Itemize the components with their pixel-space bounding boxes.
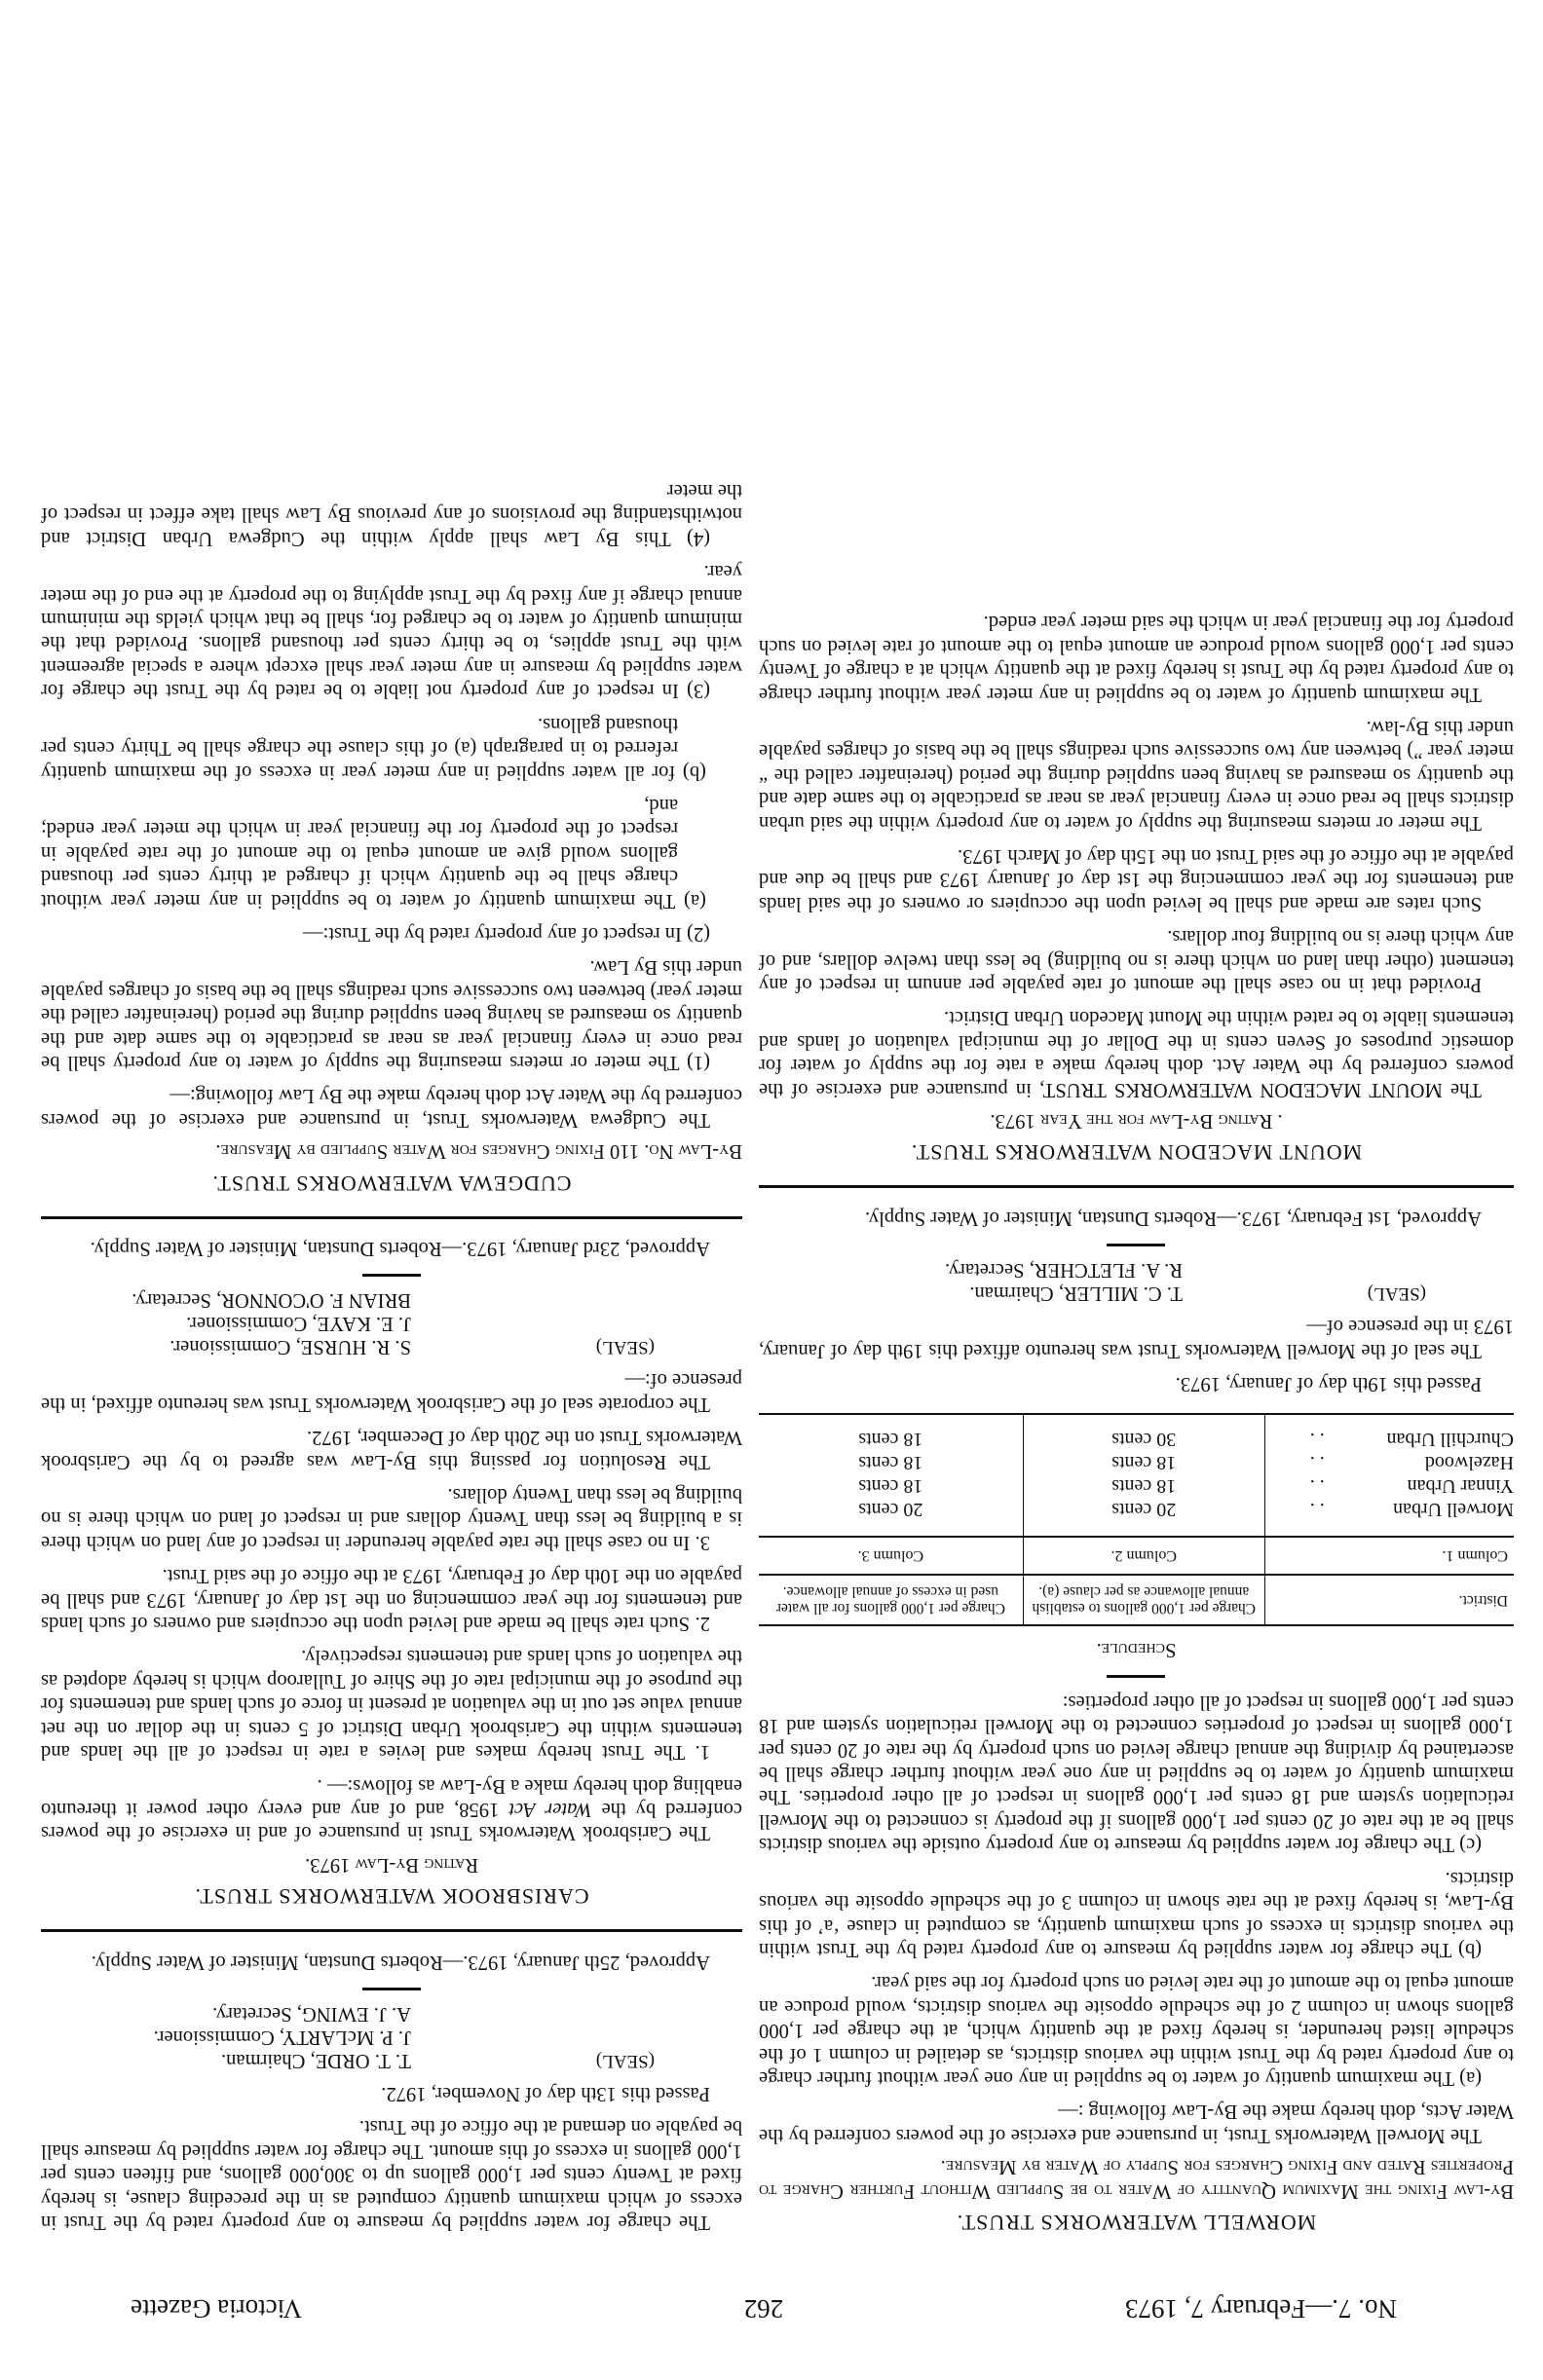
signatory: T. C. MILLER, Chairman. [969,1282,1183,1304]
passed-date: Passed this 13th day of November, 1972. [381,2082,711,2104]
section-divider [759,1185,1514,1188]
signatory: J. E. KAYE, Commissioner. [186,1313,411,1335]
col2-value: 20 cents [1023,1498,1264,1537]
signature-block [41,1288,742,1358]
col2-value: 18 cents [1023,1474,1264,1498]
table-row: Yinnar Urban . . 18 cents 18 cents [759,1474,1514,1498]
divider [1108,1244,1166,1246]
table-row: Morwell Urban . . 20 cents 20 cents [759,1498,1514,1537]
district-name: Yinnar Urban [1407,1475,1514,1498]
signatory: BRIAN F. O'CONNOR, Secretary. [132,1289,411,1312]
column-number-2: Column 2. [1023,1537,1264,1575]
approval-line: Approved, 25th January, 1973.—Roberts Dunstan, Minister of Water Supply. [91,1951,711,1973]
page-number: 262 [743,2294,784,2324]
col2-value: 30 cents [1023,1414,1264,1451]
mount-macedon-section [759,611,1514,1165]
signatory: J. P. McLARTY, Commissioner. [153,2026,411,2048]
seal-label: (SEAL) [1367,1283,1426,1304]
signature-block [759,1258,1514,1305]
section-divider [41,1216,742,1219]
page-header [131,2285,1397,2324]
charge-paragraph: The charge for water supplied by measure to any property rated by the Trust in excess of which maximum quantity computed as in the preceding clause, is hereby fixed at Twenty cents per 1,000 gallons up to 300,000 gallons, and fifteen cents per 1,000 gallons in excess of this amount. The charge for water supplied by measure shall be payable on demand at the office of the Trust. [41,2116,742,2233]
clause-2: 2. Such rate shall be made and levied upon the occupiers and owners of such lands and tenements for the year commencing on the 1st day of January, 1973 and shall be payable on the 10th day of February, 1973 at the office of the said Trust. [41,1565,742,1635]
clause-4: (4) This By Law shall apply within the Cudgewa Urban District and notwithstanding the provisions of any previous By Law shall take effect in respect of the meter [41,480,742,549]
column-number-3: Column 3. [759,1537,1023,1575]
signatory: R. A. FLETCHER, Secretary. [944,1258,1183,1281]
header-col2: Charge per 1,000 gallons to establish annual allowance as per clause (a). [1023,1575,1264,1625]
section-subtitle: By-law Fixing the Maximum Quantity of Water to be Supplied Without Further Charge to Properties Rated and Fixing Charges for Supply of Water by Measure. [759,2156,1514,2202]
levy-paragraph: Such rates are made and shall be levied upon the occupiers or owners of the said lands and tenements for the year commencing the 1st day of January 1973 and shall be due and payable at the office of the said Trust on the 15th day of March 1973. [759,844,1514,914]
clause-c: (c) The charge for water supplied by measure to any property outside the various districts shall be at the rate of 20 cents per 1,000 gallons if the property is connected to the Morwell reticulation system and 18 cents per 1,000 gallons in respect of all other properties. The maximum quantity of water to be supplied in any one year without further charge shall be ascertained by dividing the annual charge levied on such property by the rate of 20 cents per 1,000 gallons in respect of properties connected to the Morwell reticulation system and 18 cents per 1,000 gallons in respect of all other properties: [759,1691,1514,1856]
intro-text: The Carisbrook Waterworks Trust in pursuance of and in exercise of the powers conferred by the [41,1798,742,1844]
clause-1: 1. The Trust hereby makes and levies a rate in respect of all the lands and tenements within the Carisbrook Urban District of 5 cents in the dollar on the net annual value set out in the valuation at present in force of such lands and tenements for the purpose of the municipal rate of the Shire of Tullaroop which is hereby adopted as the valuation of such lands and tenements respectively. [41,1646,742,1764]
meter-paragraph: The meter or meters measuring the supply of water to any property within the said urban districts shall be read once in every financial year as near as practicable to the same date and the quantity so measured as having been supplied during the period (hereinafter called the “ meter year ”) between any two successive such readings shall be the basis of charges payable under this By-law. [759,716,1514,834]
col2-value: 18 cents [1023,1451,1264,1474]
divider [362,1274,421,1277]
section-title: CARISBROOK WATERWORKS TRUST. [194,1884,589,1910]
clause-2: (2) In respect of any property rated by the Trust:— [302,922,711,945]
seal-statement: The seal of the Morwell Waterworks Trust was hereunto affixed this 19th day of January, 1973 in the presence of— [759,1316,1514,1361]
cudgewa-section [41,479,742,1195]
clause-3: (3) In respect of any property not liable to be rated by the Trust the charge for water supplied by measure in any meter year shall except where a special agreement with the Trust applies, to be thirty cents per thousand gallons. Provided that the minimum quantity of water to be charged for, shall be that which yields the minimum annual charge if any fixed by the Trust applying to the property at the end of the meter year. [41,561,742,702]
seal-label: (SEAL) [595,2050,655,2071]
section-title: CUDGEWA WATERWORKS TRUST. [211,1171,572,1196]
signatory: A. J. EWING, Secretary. [212,2002,411,2025]
approval-line: Approved, 23rd January, 1973.—Roberts Dunstan, Minister of Water Supply. [90,1238,711,1260]
divider [362,1988,421,1990]
col3-value: 18 cents [858,1475,923,1498]
clause-2b: (b) for all water supplied in any meter year in excess of the maximum quantity referred to in paragraph (a) of this clause the charge shall be Thirty cents per thousand gallons. [41,713,706,783]
maximum-quantity-paragraph: The maximum quantity of water to be supplied in any meter year without further charge to any property rated by the Trust is hereby fixed at the quantity which at a charge of Twenty cents per 1,000 gallons would produce an amount equal to the amount of rate levied on such property for the financial year in which the said meter year ended. [759,612,1514,705]
intro-text: 1958, and of any and every other power it thereunto enabling doth hereby make a By-Law as follows:— . [40,1774,742,1820]
previous-section-continuation [41,1950,742,2234]
district-name: Morwell Urban [1393,1499,1514,1521]
left-column [759,601,1514,2234]
issue-date: No. 7.—February 7, 1973 [1125,2294,1397,2324]
table-row: Churchill Urban . . 30 cents 18 cents [759,1414,1514,1451]
proviso-paragraph: Provided that in no case shall the amount of rate payable per annum in respect of any tenement (other than land on which there is no building) be less than twelve dollars, and of any which there is no building four dollars. [759,926,1514,995]
column-number-1: Column 1. [1264,1537,1514,1575]
intro-paragraph: The Morwell Waterworks Trust, in pursuance and exercise of the powers conferred by the Water Acts, doth hereby make the By-Law following :— [759,2101,1514,2146]
signatory: S. R. HURSE, Commissioner. [169,1336,411,1358]
clause-a: (a) The maximum quantity of water to be supplied in any one year without further charge to any property rated by the Trust within the various districts, as detailed in column 1 of the schedule listed hereunder, is hereby fixed at the quantity which, at the charge per 1,000 gallons shown in column 2 of the schedule opposite the various districts, would produce an amount equal to the amount of the rate levied on such property for the said year. [759,1972,1514,2089]
intro-paragraph: The Cudgewa Waterworks Trust, in pursuance and exercise of the powers conferred by the Water Act doth hereby make the By Law following:— [41,1085,742,1131]
col3-value: 18 cents [858,1452,923,1474]
header-district: District. [1264,1575,1514,1625]
section-subtitle: Rating By-Law 1973. [305,1853,478,1876]
section-subtitle: . Rating By-Law for the Year 1973. [990,1110,1283,1133]
publication-name: Victoria Gazette [131,2294,303,2324]
schedule-table [759,1413,1514,1626]
signature-block [41,2002,742,2072]
right-column [41,469,742,2234]
approval-line: Approved, 1st February, 1973.—Roberts Dunstan, Minister of Water Supply. [865,1207,1483,1229]
col3-value: 20 cents [858,1499,923,1521]
morwell-section [759,1206,1514,2234]
clause-3: 3. In no case shall the rate payable hereunder in respect of any land on which there is a building be less than Twenty dollars and in respect of land on which there is no building be less than Twenty dollars. [41,1484,742,1553]
seal-statement: The corporate seal of the Carisbrook Waterworks Trust was hereunto affixed, in the presence of:— [41,1369,742,1415]
header-col3: Charge per 1,000 gallons for all water used in excess of annual allowance. [759,1575,1023,1625]
signatory: T. T. ORDE, Chairman. [220,2049,411,2071]
district-name: Hazelwood [1424,1452,1514,1474]
divider [1108,1675,1166,1678]
clause-b: (b) The charge for water supplied by measure to any property rated by the Trust within the various districts in excess of such maximum quantity, as computed in clause ‘a’ of this By-Law, is hereby fixed at the rate shown in column 3 of the schedule opposite the various districts. [759,1867,1514,1960]
col3-value: 18 cents [759,1414,1023,1451]
table-row: Hazelwood . . 18 cents 18 cents [759,1451,1514,1474]
section-title: MOUNT MACEDON WATERWORKS TRUST. [910,1140,1363,1166]
seal-label: (SEAL) [595,1337,655,1358]
resolution-paragraph: The Resolution for passing this By-Law was agreed to by the Carisbrook Waterworks Trust on the 20th day of December, 1972. [41,1427,742,1472]
section-divider [41,1929,742,1932]
passed-date: Passed this 19th day of January, 1973. [1175,1373,1483,1395]
intro-paragraph [41,1773,742,1844]
district-name: Churchill Urban [1386,1429,1514,1451]
section-subtitle: By-Law No. 110 Fixing Charges for Water Supplied by Measure. [215,1140,742,1163]
clause-2a: (a) The maximum quantity of water to be supplied in any meter year without charge shall be the quantity which if charged at thirty cents per thousand gallons would give an amount equal to the amount of the rate payable in respect of the property for the financial year in which the meter year ended; and, [41,794,706,911]
section-title: MORWELL WATERWORKS TRUST. [956,2211,1317,2235]
clause-1: (1) The meter or meters measuring the supply of water to any property shall be read once in every financial year as near as practicable to the same date and the quantity so measured as having been supplied during the period (hereinafter called the meter year) between two successive such readings shall be the basis of charges payable under this By Law. [41,956,742,1073]
carisbrook-section [41,1237,742,1909]
act-name: Water Act [508,1798,592,1820]
schedule-title: Schedule. [1096,1639,1177,1661]
rate-paragraph: The MOUNT MACEDON WATERWORKS TRUST, in pursuance and exercise of the powers conferred by the Water Act. doth hereby make a rate for the supply of water for domestic purposes of Seven cents in the Dollar of the municipal valuation of lands and tenements liable to be rated within the Mount Macedon Urban District. [759,1007,1514,1100]
